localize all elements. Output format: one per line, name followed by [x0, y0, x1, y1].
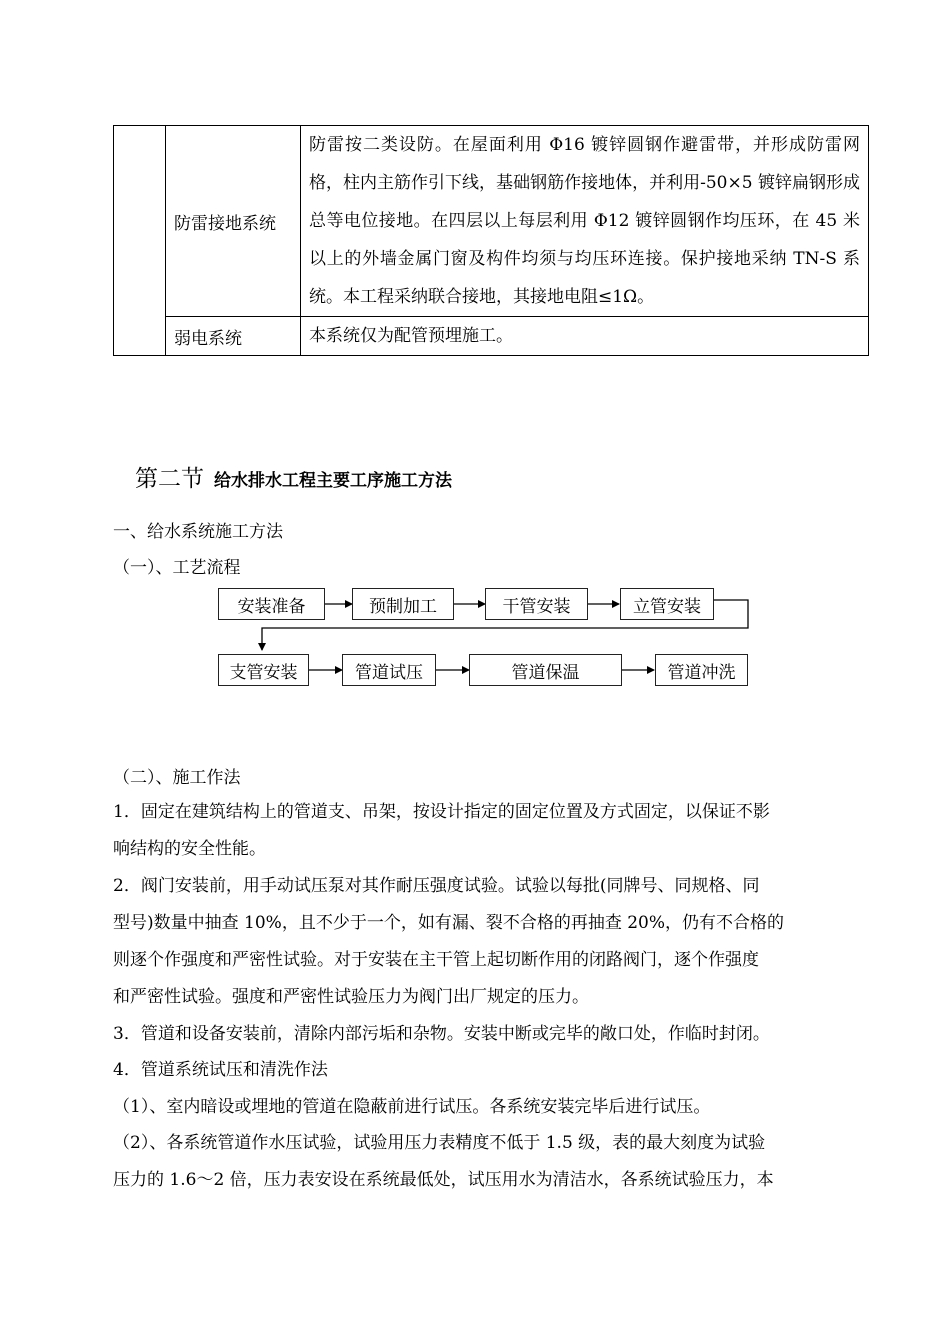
- section-name: 给水排水工程主要工序施工方法: [214, 471, 452, 491]
- system-spec-table: [113, 125, 869, 356]
- subheading-process-flow: （一）、工艺流程: [113, 558, 241, 578]
- flow-step: 支管安装: [218, 654, 309, 686]
- paragraph-line: 1．固定在建筑结构上的管道支、吊架，按设计指定的固定位置及方式固定，以保证不影: [113, 802, 770, 822]
- flow-step: 管道试压: [342, 654, 436, 686]
- row-description: 防雷按二类设防。在屋面利用 Φ16 镀锌圆钢作避雷带，并形成防雷网格，柱内主筋作引下线，基础钢筋作接地体，并利用-50×5 镀锌扁钢形成总等电位接地。在四层以上每层利用 Φ12 镀锌圆钢作均压环，在 45 米以上的外墙金属门窗及构件均须与均压环连接。保护接地采纳 TN-S 系统。本工程采纳联合接地，其接地电阻≤1Ω。: [301, 126, 869, 317]
- paragraph-line: 型号)数量中抽查 10%，且不少于一个，如有漏、裂不合格的再抽查 20%，仍有不合格的: [113, 913, 785, 933]
- section-title: [135, 460, 452, 493]
- paragraph-line: 和严密性试验。强度和严密性试验压力为阀门出厂规定的压力。: [113, 987, 589, 1007]
- flow-step: 管道保温: [469, 654, 622, 686]
- paragraph-line: （2）、各系统管道作水压试验，试验用压力表精度不低于 1.5 级，表的最大刻度为试验: [113, 1133, 766, 1153]
- paragraph-line: 压力的 1.6～2 倍，压力表安设在系统最低处，试压用水为清洁水，各系统试验压力，本: [113, 1170, 774, 1190]
- row-label: 弱电系统: [166, 317, 301, 356]
- table-blank-cell: [114, 126, 166, 356]
- flow-step: 预制加工: [352, 588, 454, 620]
- paragraph-line: 4．管道系统试压和清洗作法: [113, 1060, 328, 1080]
- flow-step: 干管安装: [485, 588, 588, 620]
- paragraph-line: （1）、室内暗设或埋地的管道在隐蔽前进行试压。各系统安装完毕后进行试压。: [113, 1097, 711, 1117]
- flow-step: 立管安装: [620, 588, 714, 620]
- paragraph-line: 响结构的安全性能。: [113, 839, 266, 859]
- flow-step: 管道冲洗: [655, 654, 748, 686]
- table-row: [114, 317, 869, 356]
- paragraph-line: 3．管道和设备安装前，清除内部污垢和杂物。安装中断或完毕的敞口处，作临时封闭。: [113, 1024, 770, 1044]
- paragraph-line: 则逐个作强度和严密性试验。对于安装在主干管上起切断作用的闭路阀门，逐个作强度: [113, 950, 759, 970]
- row-description: 本系统仅为配管预埋施工。: [301, 317, 869, 356]
- table-row: [114, 126, 869, 317]
- row-label: 防雷接地系统: [166, 126, 301, 317]
- subheading-construction-method: （二）、施工作法: [113, 768, 241, 788]
- heading-water-supply: 一、给水系统施工方法: [113, 522, 283, 542]
- section-number: 第二节: [135, 466, 204, 492]
- paragraph-line: 2．阀门安装前，用手动试压泵对其作耐压强度试验。试验以每批(同牌号、同规格、同: [113, 876, 760, 896]
- flow-step: 安装准备: [218, 588, 325, 620]
